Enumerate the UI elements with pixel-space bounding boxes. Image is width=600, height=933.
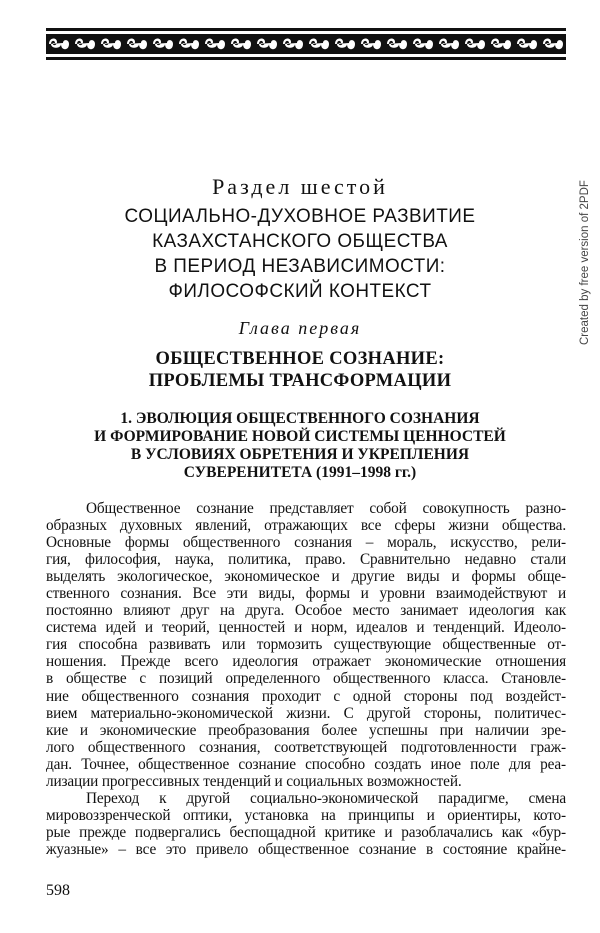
- body-text: [46, 500, 566, 858]
- text-line: ние общественного сознания проходит с одной стороны под воздейст-: [46, 687, 566, 705]
- text-line: Переход к другой социально-экономической парадигме, смена: [86, 789, 566, 807]
- ornament-top-rule: [46, 28, 566, 31]
- chapter-title-line: ПРОБЛЕМЫ ТРАНСФОРМАЦИИ: [148, 371, 452, 391]
- section-title: [9, 204, 591, 304]
- subsection-title-line: 1. ЭВОЛЮЦИЯ ОБЩЕСТВЕННОГО СОЗНАНИЯ: [120, 410, 480, 427]
- subsection-title-line: И ФОРМИРОВАНИЕ НОВОЙ СИСТЕМЫ ЦЕННОСТЕЙ: [94, 428, 506, 445]
- chapter-title: [0, 348, 600, 392]
- paragraph-1: [46, 500, 566, 790]
- pdf-watermark: Created by free version of 2PDF: [579, 180, 591, 345]
- ornament-band: [46, 34, 566, 54]
- section-title-line: КАЗАХСТАНСКОГО ОБЩЕСТВА: [152, 230, 448, 252]
- chapter-label: Глава первая: [238, 318, 362, 338]
- subsection-title: [0, 410, 600, 482]
- text-line: Основные формы общественного сознания – мораль, искусство, рели-: [46, 534, 566, 552]
- text-line: лизации прогрессивных тенденций и социальных возможностей.: [46, 772, 462, 790]
- text-line: в обществе с позиций определенного общественного класса. Становле-: [46, 670, 566, 688]
- section-title-line: В ПЕРИОД НЕЗАВИСИМОСТИ:: [154, 255, 446, 277]
- text-line: гия способна развивать или тормозить существующие общественные от-: [46, 636, 566, 654]
- text-line: система идей и теорий, ценностей и норм, идеалов и тенденций. Идеоло-: [46, 619, 566, 637]
- chapter-title-line: ОБЩЕСТВЕННОЕ СОЗНАНИЕ:: [155, 349, 445, 369]
- text-line: образных духовных явлений, отражающих все сферы жизни общества.: [46, 517, 566, 535]
- ornament-bottom-rule: [46, 57, 566, 60]
- text-line: кие и экономические преобразования более успешны при наличии зре-: [46, 721, 566, 739]
- text-line: выделять экологическое, экономическое и другие виды и формы обще-: [46, 568, 566, 586]
- text-line: рые прежде подвергались беспощадной критике и разоблачались как «бур-: [46, 823, 566, 841]
- decorative-border-ornament: [46, 28, 566, 60]
- text-line: ственного сознания. Все эти виды, формы и уровни взаимодействуют и: [46, 585, 566, 603]
- page-number: 598: [46, 882, 70, 899]
- subsection-title-line: В УСЛОВИЯХ ОБРЕТЕНИЯ И УКРЕПЛЕНИЯ: [130, 446, 470, 463]
- text-line: вием материально-экономической жизни. С другой стороны, политичес-: [46, 704, 566, 722]
- text-line: ношения. Прежде всего идеология отражает экономические отношения: [46, 653, 566, 671]
- section-label: Раздел шестой: [212, 174, 388, 199]
- text-line: дан. Точнее, общественное сознание способно создать иное поле для реа-: [46, 755, 566, 773]
- subsection-title-line: СУВЕРЕНИТЕТА (1991–1998 гг.): [183, 464, 417, 481]
- text-line: постоянно влияют друг на друга. Особое место занимает идеология как: [46, 602, 566, 620]
- text-line: лого общественного сознания, соответствующей подготовленности граж-: [46, 738, 566, 756]
- section-title-line: СОЦИАЛЬНО-ДУХОВНОЕ РАЗВИТИЕ: [124, 205, 476, 227]
- paragraph-2: [46, 790, 566, 858]
- text-line: гия, философия, наука, политика, право. Сравнительно недавно стали: [46, 551, 566, 569]
- text-line: Общественное сознание представляет собой совокупность разно-: [86, 500, 566, 517]
- text-line: мировоззренческой оптики, установка на принципы и ориентиры, кото-: [46, 806, 566, 824]
- section-title-line: ФИЛОСОФСКИЙ КОНТЕКСТ: [168, 280, 432, 302]
- text-line: жуазные» – все это привело общественное сознание в состояние крайне-: [46, 840, 566, 858]
